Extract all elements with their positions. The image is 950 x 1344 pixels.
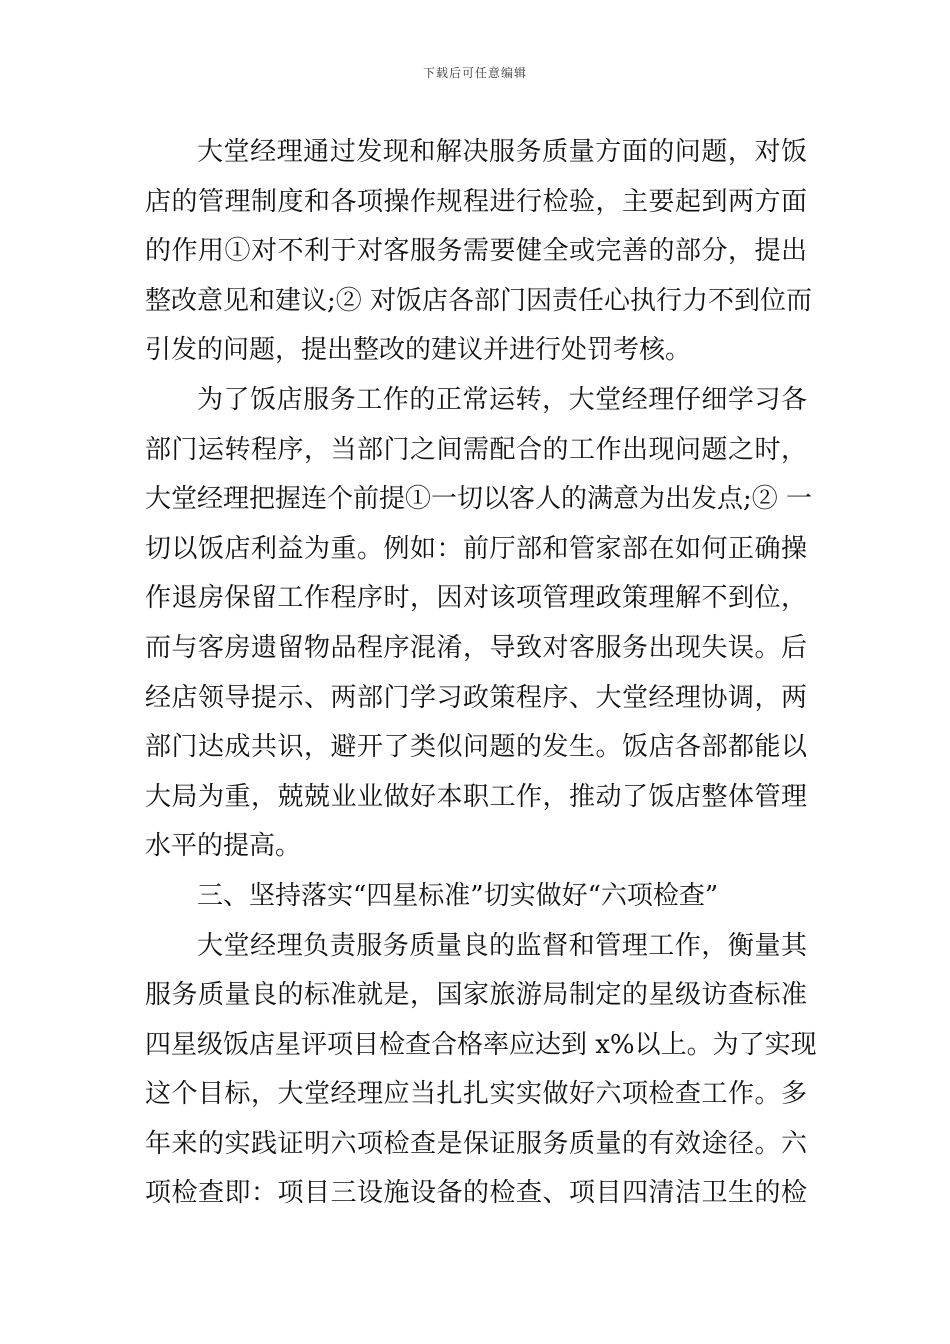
paragraph-line: 大堂经理把握连个前提①一切以客人的满意为出发点;② 一 (145, 484, 813, 515)
paragraph-line: 水平的提高。 (145, 831, 302, 862)
paragraph-line: 这个目标，大堂经理应当扎扎实实做好六项检查工作。多 (145, 1079, 807, 1110)
section-heading: 三、坚持落实“四星标准”切实做好“六项检查” (197, 880, 719, 911)
paragraph-line: 大局为重，兢兢业业做好本职工作，推动了饭店整体管理 (145, 781, 807, 812)
paragraph-line: 大堂经理负责服务质量良的监督和管理工作，衡量其 (197, 930, 807, 961)
paragraph-line: 而与客房遗留物品程序混淆，导致对客服务出现失误。后 (145, 632, 807, 663)
paragraph-line: 服务质量良的标准就是，国家旅游局制定的星级访查标准 (145, 980, 807, 1011)
paragraph-line: 整改意见和建议;② 对饭店各部门因责任心执行力不到位而 (145, 285, 813, 316)
paragraph-line: 年来的实践证明六项检查是保证服务质量的有效途径。六 (145, 1128, 807, 1159)
paragraph-line: 的作用①对不利于对客服务需要健全或完善的部分，提出 (145, 236, 807, 267)
paragraph-line: 部门运转程序，当部门之间需配合的工作出现问题之时， (145, 434, 807, 465)
paragraph-line: 四星级饭店星评项目检查合格率应达到 x%以上。为了实现 (145, 1029, 817, 1060)
paragraph-line: 店的管理制度和各项操作规程进行检验，主要起到两方面 (145, 186, 807, 217)
paragraph-line: 经店领导提示、两部门学习政策程序、大堂经理协调，两 (145, 682, 807, 713)
paragraph-line: 大堂经理通过发现和解决服务质量方面的问题，对饭 (197, 137, 807, 167)
paragraph-line: 项检查即：项目三设施设备的检查、项目四清洁卫生的检 (145, 1178, 807, 1209)
paragraph-line: 切以饭店利益为重。例如：前厅部和管家部在如何正确操 (145, 533, 807, 564)
paragraph-line: 作退房保留工作程序时，因对该项管理政策理解不到位， (145, 583, 807, 614)
paragraph-line: 引发的问题，提出整改的建议并进行处罚考核。 (145, 335, 692, 366)
paragraph-line: 部门达成共识，避开了类似问题的发生。饭店各部都能以 (145, 732, 807, 763)
page-header: 下载后可任意编辑 (422, 66, 527, 80)
document-body (145, 128, 817, 1219)
paragraph-line: 为了饭店服务工作的正常运转，大堂经理仔细学习各 (197, 384, 807, 415)
